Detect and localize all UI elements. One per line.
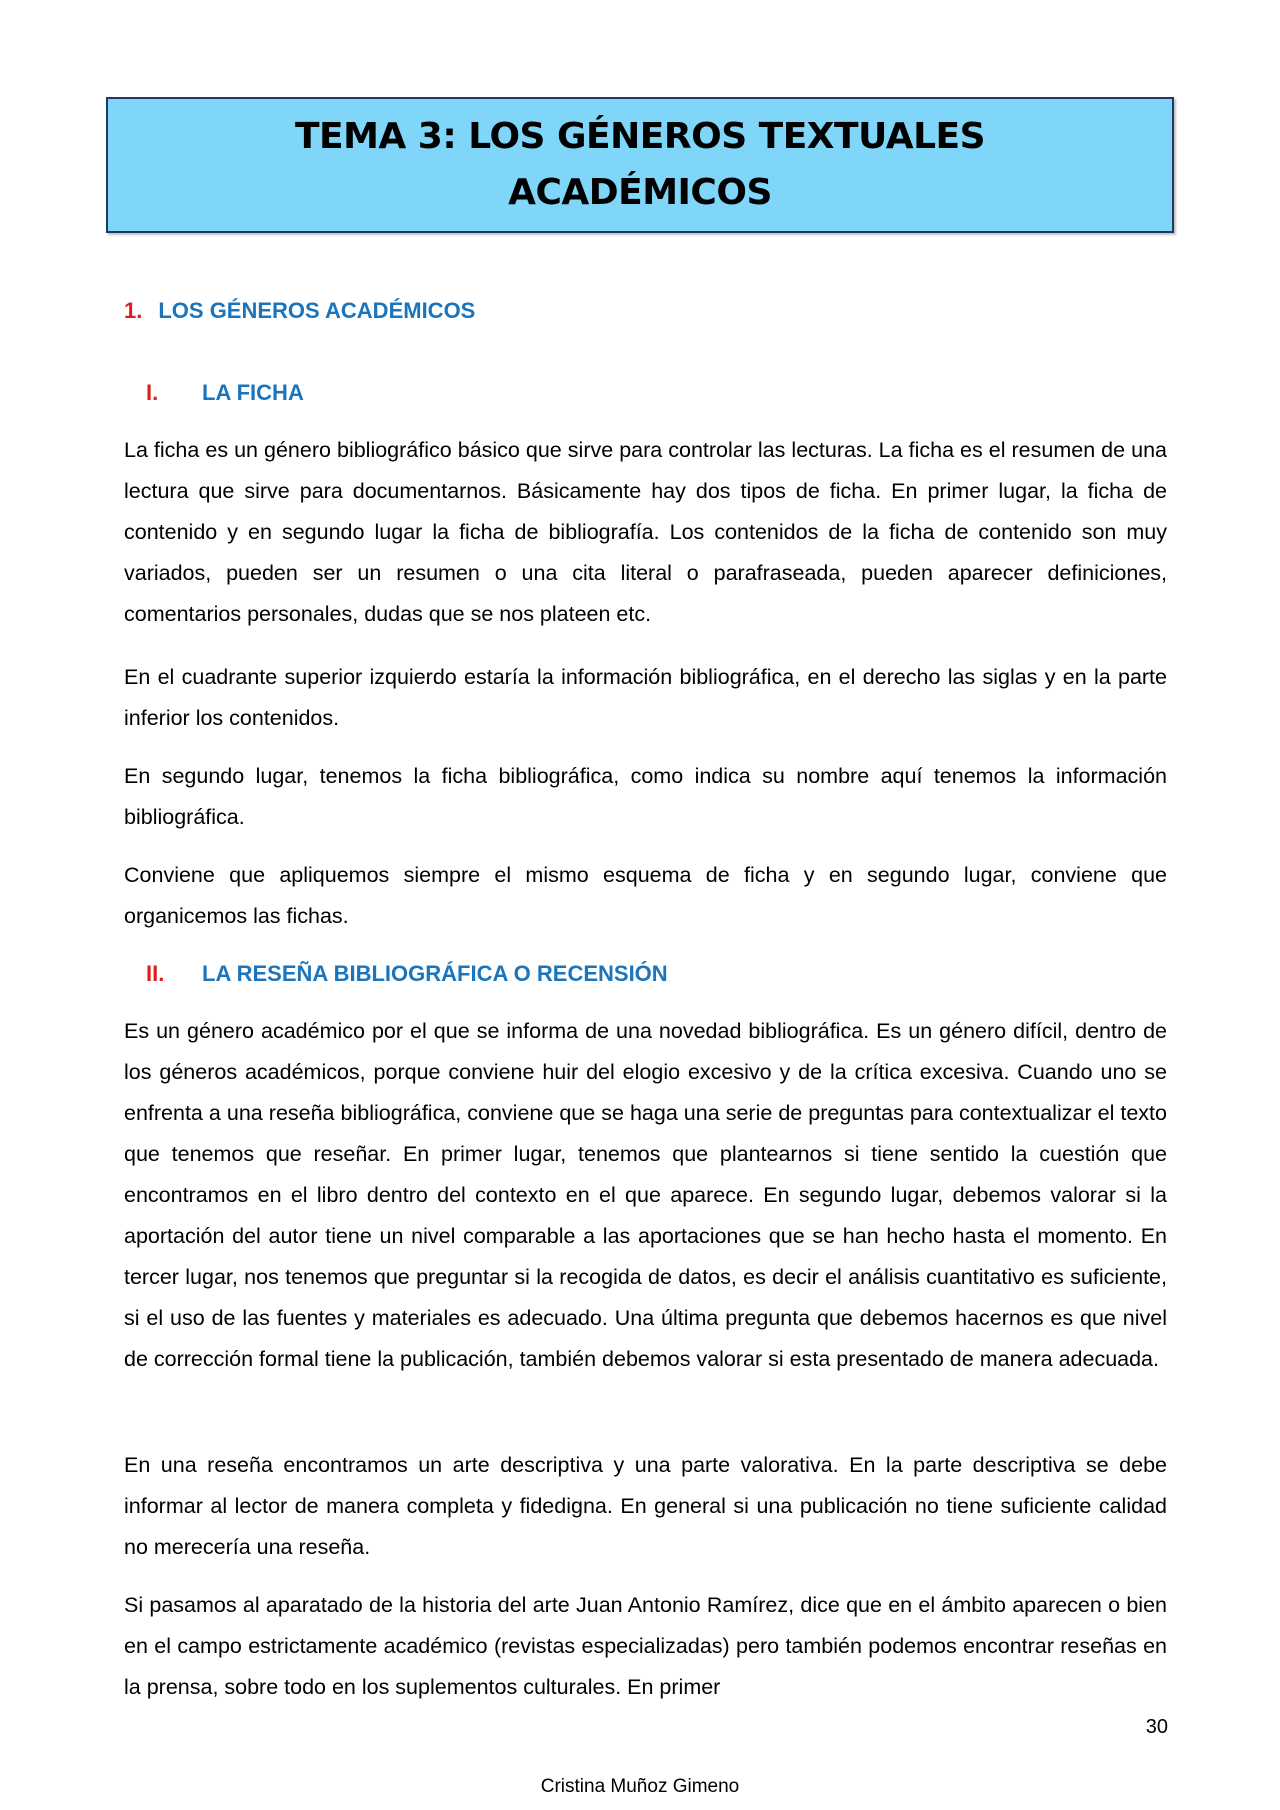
paragraph: En el cuadrante superior izquierdo estaría la información bibliográfica, en el derecho las siglas y en la parte inferior los contenidos.	[124, 665, 1167, 730]
title-line-2: ACADÉMICOS	[508, 172, 772, 213]
paragraph: Conviene que apliquemos siempre el mismo esquema de ficha y en segundo lugar, conviene que organicemos las fichas.	[124, 863, 1167, 928]
paragraph: En una reseña encontramos un arte descriptiva y una parte valorativa. En la parte descriptiva se debe informar al lector de manera completa y fidedigna. En general si una publicación no tiene suficiente calidad no merecería una reseña.	[124, 1453, 1167, 1559]
section-title: LOS GÉNEROS ACADÉMICOS	[158, 298, 476, 323]
section-heading	[124, 298, 475, 324]
paragraph: En segundo lugar, tenemos la ficha bibliográfica, como indica su nombre aquí tenemos la información bibliográfica.	[124, 764, 1167, 829]
page-number: 30	[1145, 1716, 1168, 1738]
subsection-heading-resena	[146, 961, 668, 987]
paragraph: Si pasamos al aparatado de la historia del arte Juan Antonio Ramírez, dice que en el ámbito aparecen o bien en el campo estrictamente académico (revistas especializadas) pero también podemos encontrar reseñas en la prensa, sobre todo en los suplementos culturales. En primer	[124, 1593, 1167, 1699]
title-line-1: TEMA 3: LOS GÉNEROS TEXTUALES	[294, 116, 986, 157]
subsection-number: II.	[146, 961, 165, 986]
footer-author: Cristina Muñoz Gimeno	[540, 1776, 740, 1797]
subsection-title: LA RESEÑA BIBLIOGRÁFICA O RECENSIÓN	[202, 961, 668, 986]
subsection-heading-ficha	[146, 380, 304, 406]
paragraph: La ficha es un género bibliográfico básico que sirve para controlar las lecturas. La ficha es el resumen de una lectura que sirve para documentarnos. Básicamente hay dos tipos de ficha. En primer lugar, la ficha de contenido y en segundo lugar la ficha de bibliografía. Los contenidos de la ficha de contenido son muy variados, pueden ser un resumen o una cita literal o parafraseada, pueden aparecer definiciones, comentarios personales, dudas que se nos plateen etc.	[124, 438, 1167, 626]
subsection-number: I.	[146, 380, 159, 405]
paragraph: Es un género académico por el que se informa de una novedad bibliográfica. Es un género difícil, dentro de los géneros académicos, porque conviene huir del elogio excesivo y de la crítica excesiva. Cuando uno se enfrenta a una reseña bibliográfica, conviene que se haga una serie de preguntas para contextualizar el texto que tenemos que reseñar. En primer lugar, tenemos que plantearnos si tiene sentido la cuestión que encontramos en el libro dentro del contexto en el que aparece. En segundo lugar, debemos valorar si la aportación del autor tiene un nivel comparable a las aportaciones que se han hecho hasta el momento. En tercer lugar, nos tenemos que preguntar si la recogida de datos, es decir el análisis cuantitativo es suficiente, si el uso de las fuentes y materiales es adecuado. Una última pregunta que debemos hacernos es que nivel de corrección formal tiene la publicación, también debemos valorar si esta presentado de manera adecuada.	[124, 1019, 1167, 1371]
section-number: 1.	[124, 298, 143, 323]
title-box	[106, 97, 1174, 233]
subsection-title: LA FICHA	[202, 380, 304, 405]
